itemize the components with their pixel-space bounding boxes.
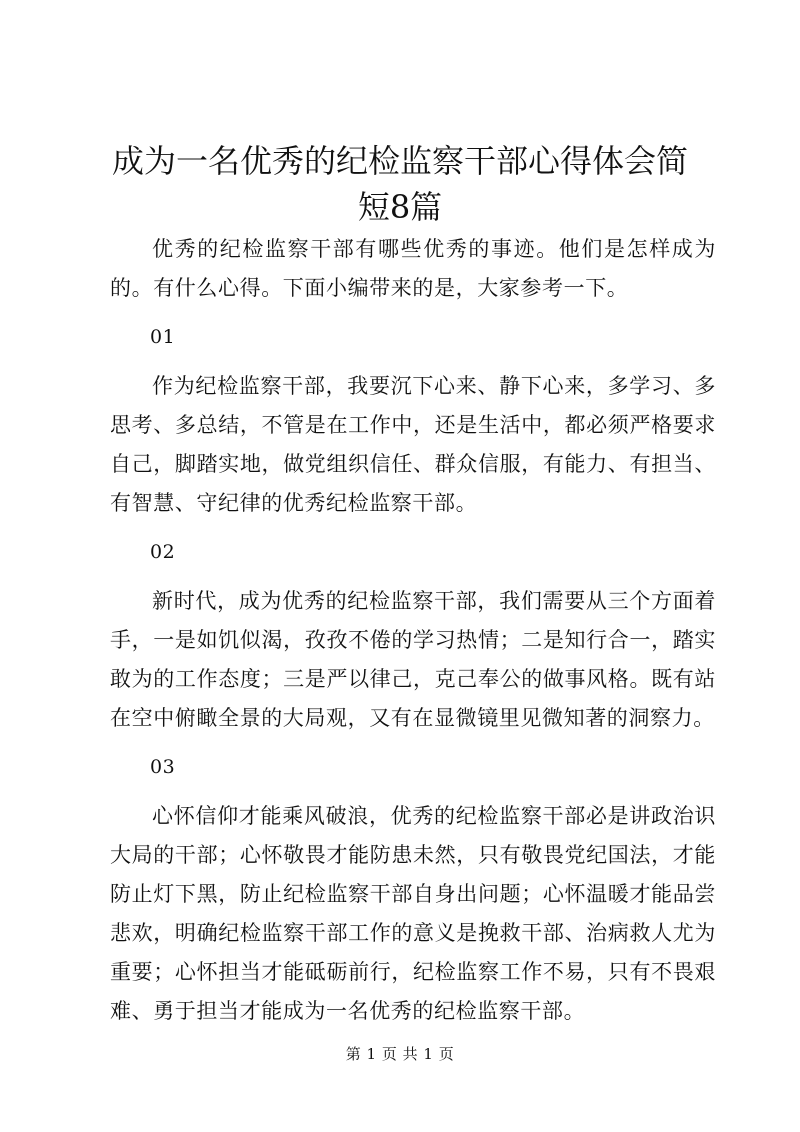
intro-paragraph: 优秀的纪检监察干部有哪些优秀的事迹。他们是怎样成为的。有什么心得。下面小编带来的是，大家参考一下。	[110, 237, 716, 300]
section-number: 01	[150, 326, 176, 348]
document-body	[110, 230, 716, 1031]
section-paragraph: 作为纪检监察干部，我要沉下心来、静下心来，多学习、多思考、多总结，不管是在工作中，还是生活中，都必须严格要求自己，脚踏实地，做党组织信任、群众信服，有能力、有担当、有智慧、守纪律的优秀纪检监察干部。	[110, 374, 716, 515]
section-paragraph: 心怀信仰才能乘风破浪，优秀的纪检监察干部必是讲政治识大局的干部；心怀敬畏才能防患未然，只有敬畏党纪国法，才能防止灯下黑，防止纪检监察干部自身出问题；心怀温暖才能品尝悲欢，明确纪检监察干部工作的意义是挽救干部、治病救人尤为重要；心怀担当才能砥砺前行，纪检监察工作不易，只有不畏艰难、勇于担当才能成为一名优秀的纪检监察干部。	[110, 804, 716, 1023]
section-number: 02	[150, 541, 176, 563]
section-paragraph: 新时代，成为优秀的纪检监察干部，我们需要从三个方面着手，一是如饥似渴，孜孜不倦的学习热情；二是知行合一，踏实敢为的工作态度；三是严以律己，克己奉公的做事风格。既有站在空中俯瞰全景的大局观，又有在显微镜里见微知著的洞察力。	[110, 589, 716, 730]
document-title: 成为一名优秀的纪检监察干部心得体会简短8篇	[111, 142, 688, 226]
section-number: 03	[150, 756, 176, 778]
page-footer: 第 1 页 共 1 页	[345, 1045, 455, 1063]
